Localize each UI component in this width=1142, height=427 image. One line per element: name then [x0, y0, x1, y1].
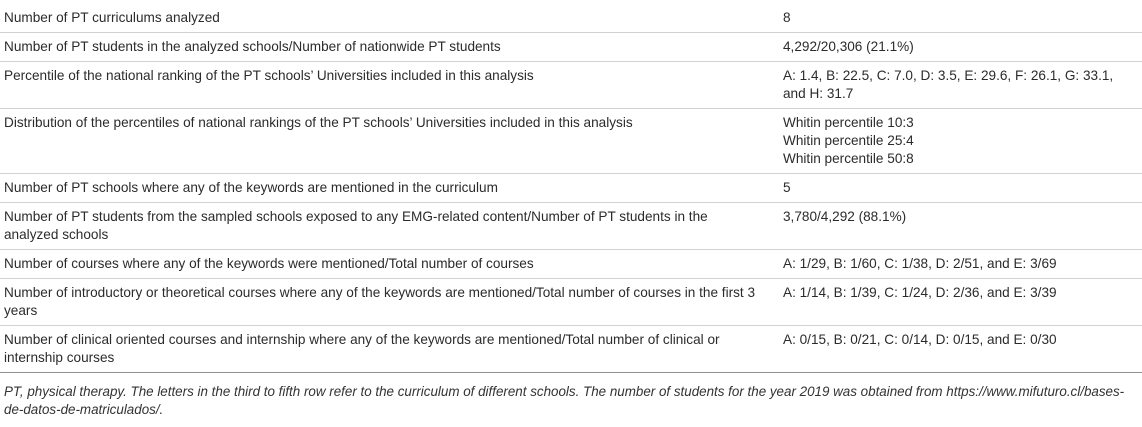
row-label: Number of courses where any of the keywords were mentioned/Total number of courses — [0, 250, 783, 279]
table-row — [0, 0, 1142, 33]
table-row — [0, 279, 1142, 326]
row-label: Number of introductory or theoretical courses where any of the keywords are mentioned/Total number of courses in the first 3 years — [0, 279, 783, 326]
row-label: Distribution of the percentiles of national rankings of the PT schools’ Universities included in this analysis — [0, 109, 783, 174]
row-label: Number of PT students from the sampled schools exposed to any EMG-related content/Number of PT students in the analyzed schools — [0, 203, 783, 250]
row-label: Number of PT curriculums analyzed — [0, 0, 783, 33]
row-value — [783, 326, 1142, 373]
row-value-line: A: 1/14, B: 1/39, C: 1/24, D: 2/36, and E: 3/39 — [783, 285, 1057, 300]
table-row — [0, 174, 1142, 203]
row-value-line: Whitin percentile 25:4 — [783, 133, 914, 148]
row-value — [783, 203, 1142, 250]
row-value-line: 8 — [783, 10, 791, 25]
row-value-line: Whitin percentile 50:8 — [783, 151, 914, 166]
row-value-line: 5 — [783, 180, 791, 195]
row-value-line: Whitin percentile 10:3 — [783, 115, 914, 130]
row-label: Percentile of the national ranking of the PT schools’ Universities included in this analysis — [0, 62, 783, 109]
table-row — [0, 326, 1142, 373]
row-value-line: 4,292/20,306 (21.1%) — [783, 39, 914, 54]
row-value — [783, 0, 1142, 33]
row-value-line: A: 0/15, B: 0/21, C: 0/14, D: 0/15, and E: 0/30 — [783, 332, 1057, 347]
table-row — [0, 33, 1142, 62]
row-value — [783, 279, 1142, 326]
row-value — [783, 174, 1142, 203]
row-value — [783, 62, 1142, 109]
table-row — [0, 62, 1142, 109]
row-value-line: A: 1.4, B: 22.5, C: 7.0, D: 3.5, E: 29.6, F: 26.1, G: 33.1, and H: 31.7 — [783, 68, 1114, 101]
row-value — [783, 33, 1142, 62]
row-label: Number of clinical oriented courses and internship where any of the keywords are mentioned/Total number of clinical or internship courses — [0, 326, 783, 373]
row-value-line: 3,780/4,292 (88.1%) — [783, 209, 907, 224]
row-value — [783, 109, 1142, 174]
row-value — [783, 250, 1142, 279]
row-value-line: A: 1/29, B: 1/60, C: 1/38, D: 2/51, and E: 3/69 — [783, 256, 1057, 271]
table-row — [0, 203, 1142, 250]
table-row — [0, 250, 1142, 279]
table-row — [0, 109, 1142, 174]
row-label: Number of PT students in the analyzed schools/Number of nationwide PT students — [0, 33, 783, 62]
row-label: Number of PT schools where any of the keywords are mentioned in the curriculum — [0, 174, 783, 203]
table-footnote: PT, physical therapy. The letters in the third to fifth row refer to the curriculum of different schools. The number of students for the year 2019 was obtained from https://www.mifuturo.cl/bases-de-datos-de-matriculados/. — [4, 384, 1125, 417]
